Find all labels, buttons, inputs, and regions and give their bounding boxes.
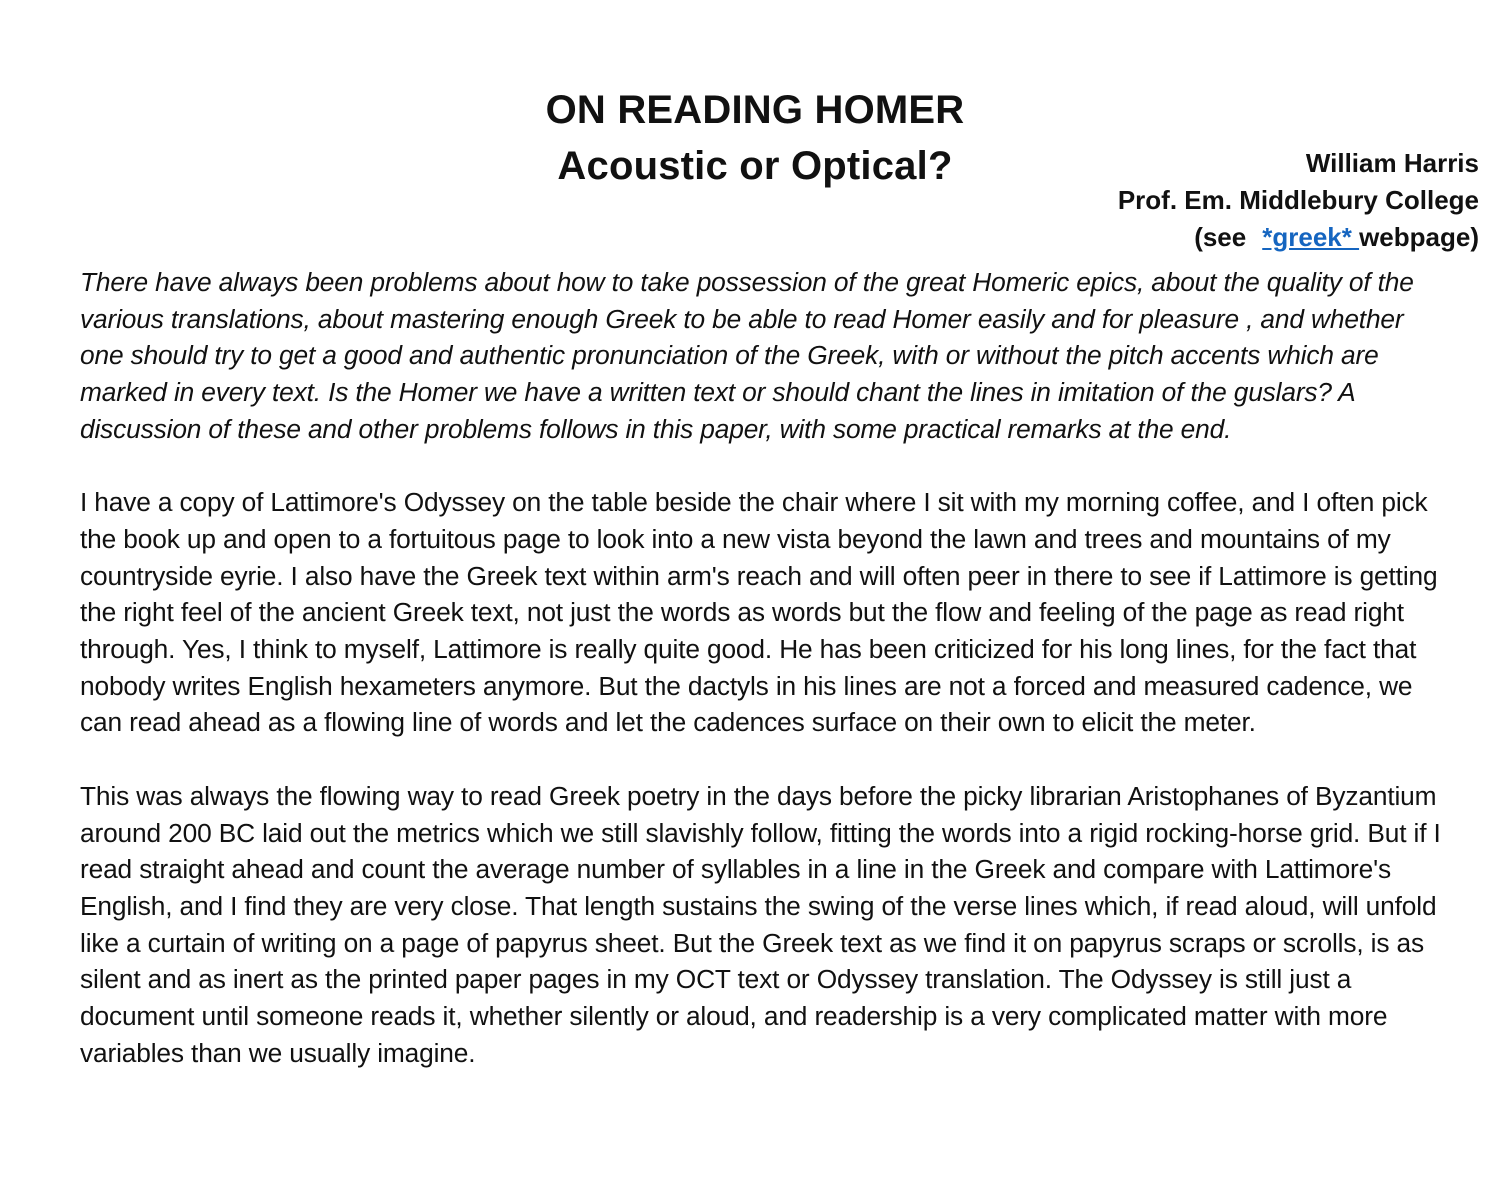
abstract-paragraph: There have always been problems about how to take possession of the great Homeric epics, about the quality of the various translations, about mastering enough Greek to be able to read Homer easily and for pleasure , and whether one should try to get a good and authentic pronunciation of the Greek, with or without the pitch accents which are marked in every text. Is the Homer we have a written text or should chant the lines in imitation of the guslars? A discussion of these and other problems follows in this paper, with some practical remarks at the end.	[80, 267, 1414, 444]
see-webpage-line	[1118, 219, 1479, 256]
document-body	[80, 264, 1450, 1108]
see-prefix: (see	[1194, 222, 1247, 252]
author-block	[1118, 145, 1479, 256]
title-subtitle: Acoustic or Optical?	[557, 144, 953, 188]
author-name: William Harris	[1305, 148, 1479, 178]
author-affiliation: Prof. Em. Middlebury College	[1117, 185, 1479, 215]
see-suffix: webpage)	[1359, 222, 1479, 252]
body-paragraph-2: This was always the flowing way to read Greek poetry in the days before the picky librarian Aristophanes of Byzantium around 200 BC laid out the metrics which we still slavishly follow, fitting the words into a rigid rocking-horse grid. But if I read straight ahead and count the average number of syllables in a line in the Greek and compare with Lattimore's English, and I find they are very close. That length sustains the swing of the verse lines which, if read aloud, will unfold like a curtain of writing on a page of papyrus sheet. But the Greek text as we find it on papyrus scraps or scrolls, is as silent and as inert as the printed paper pages in my OCT text or Odyssey translation. The Odyssey is still just a document until someone reads it, whether silently or aloud, and readership is a very complicated matter with more variables than we usually imagine.	[80, 780, 1441, 1068]
title-main: ON READING HOMER	[545, 88, 965, 132]
greek-webpage-link[interactable]: *greek*	[1262, 222, 1360, 252]
body-paragraph-1: I have a copy of Lattimore's Odyssey on the table beside the chair where I sit with my morning coffee, and I often pick the book up and open to a fortuitous page to look into a new vista beyond the lawn and trees and mountains of my countryside eyrie. I also have the Greek text within arm's reach and will often peer in there to see if Lattimore is getting the right feel of the ancient Greek text, not just the words as words but the flow and feeling of the page as read right through. Yes, I think to myself, Lattimore is really quite good. He has been criticized for his long lines, for the fact that nobody writes English hexameters anymore. But the dactyls in his lines are not a forced and measured cadence, we can read ahead as a flowing line of words and let the cadences surface on their own to elicit the meter.	[80, 487, 1438, 738]
